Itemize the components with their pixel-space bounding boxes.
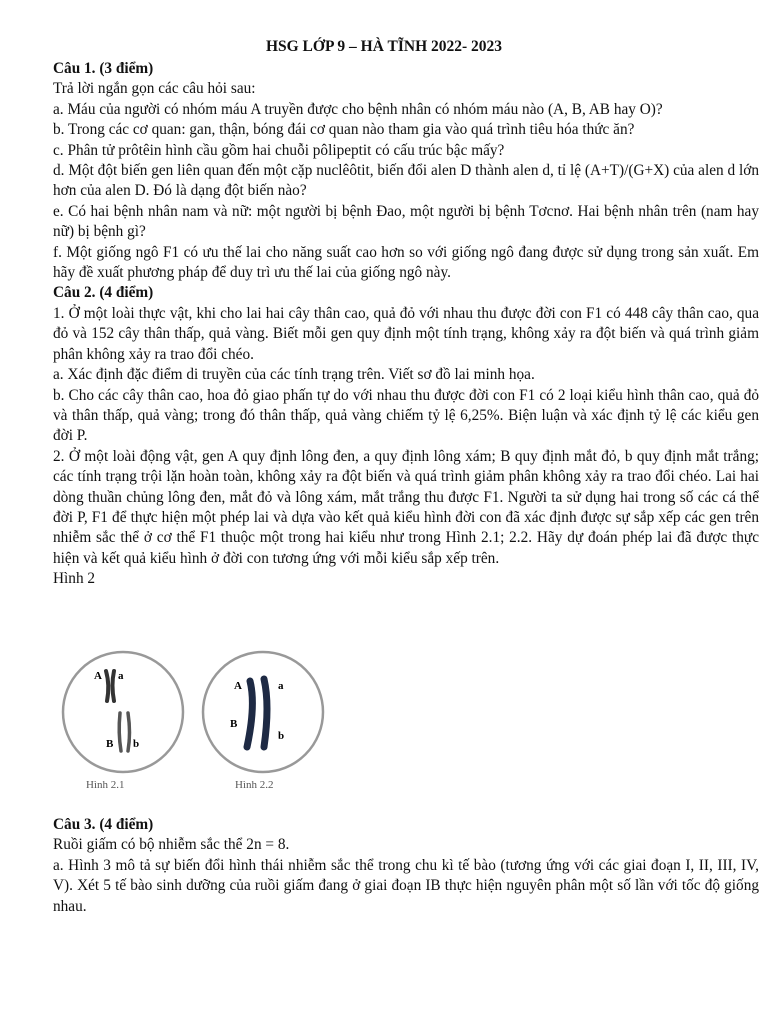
chromosome-A — [106, 671, 108, 701]
q1-part-b: b. Trong các cơ quan: gan, thận, bóng đái cơ quan nào tham gia vào quá trình tiêu hóa thức ăn? — [53, 121, 635, 139]
label-b: b — [133, 738, 140, 750]
chromosome-a-b — [264, 679, 267, 747]
q1-part-e: e. Có hai bệnh nhân nam và nữ: một người bị bệnh Đao, một người bị bệnh Tơcnơ. Hai bệnh nhân trên (nam hay nữ) bị bệnh gì? — [53, 202, 759, 241]
figure-2-2-chromosome-diagram — [198, 647, 328, 777]
q1-part-c: c. Phân tử prôtêin hình cầu gồm hai chuỗi pôlipeptit có cấu trúc bậc mấy? — [53, 141, 505, 159]
label-b: b — [278, 730, 285, 742]
label-A: A — [94, 670, 102, 682]
q3-part-a: a. Hình 3 mô tả sự biến đổi hình thái nhiễm sắc thể trong chu kì tế bào (tương ứng với các giai đoạn I, II, III, IV, V). Xét 5 tế bào sinh dưỡng của ruồi giấm đang ở giai đoạn IB thực hiện nguyên phân một số lần với tốc độ giống nhau. — [53, 856, 759, 915]
question-block-1-2 — [53, 59, 759, 590]
chromosome-B — [119, 713, 121, 751]
chromosome-A-B — [247, 681, 252, 747]
figure-2-1-caption: Hình 2.1 — [86, 779, 125, 791]
figure-2-2-caption: Hình 2.2 — [235, 779, 274, 791]
q2-heading: Câu 2. (4 điểm) — [53, 284, 154, 302]
q3-heading: Câu 3. (4 điểm) — [53, 816, 154, 833]
chromosome-b — [128, 713, 130, 751]
label-a: a — [118, 670, 124, 682]
q2-paragraph-2: 2. Ở một loài động vật, gen A quy định lông đen, a quy định lông xám; B quy định mắt đỏ, b quy định mắt trắng; các tính trạng trội lặn hoàn toàn, không xảy ra đột biến và quá trình giảm phân không xảy ra trao đổi chéo. Lai hai dòng thuần chủng lông đen, mắt đỏ và lông xám, mắt trắng thu được F1. Người ta sử dụng hai trong số các cá thể đời P, F1 để thực hiện một phép lai và dựa vào kết quả kiểu hình đời con đã xác định được sự sắp xếp các gen trên nhiễm sắc thể ở cơ thể F1 thuộc một trong hai kiểu như trong Hình 2.1; 2.2. Hãy dự đoán phép lai đã được thực hiện và kết quả kiểu hình ở đời con tương ứng với mỗi kiểu sắp xếp trên. — [53, 447, 759, 567]
q2-part-b: b. Cho các cây thân cao, hoa đỏ giao phấn tự do với nhau thu được đời con F1 có 2 loại kiểu hình thân cao, quả đỏ và thân thấp, quả vàng; trong đó thân thấp, quả vàng chiếm tỷ lệ 6,25%. Biện luận và xác định tỷ lệ các kiểu gen đời P. — [53, 386, 759, 445]
label-a: a — [278, 680, 284, 692]
chromosome-a — [113, 671, 115, 701]
q2-part-a: a. Xác định đặc điểm di truyền của các tính trạng trên. Viết sơ đồ lai minh họa. — [53, 366, 535, 384]
q1-intro: Trả lời ngắn gọn các câu hỏi sau: — [53, 80, 256, 98]
q1-part-a: a. Máu của người có nhóm máu A truyền được cho bệnh nhân có nhóm máu nào (A, B, AB hay O)? — [53, 100, 663, 118]
question-block-3 — [53, 815, 759, 917]
cell-outline — [203, 652, 323, 772]
label-A: A — [234, 680, 242, 692]
label-B: B — [106, 738, 114, 750]
q1-part-f: f. Một giống ngô F1 có ưu thế lai cho năng suất cao hơn so với giống ngô đang được sử dụng trong sản xuất. Em hãy đề xuất phương pháp để duy trì ưu thế lai của giống ngô này. — [53, 243, 759, 282]
q1-part-d: d. Một đột biến gen liên quan đến một cặp nuclêôtit, biến đổi alen D thành alen d, tỉ lệ (A+T)/(G+X) của alen d lớn hơn của alen D. Đó là dạng đột biến nào? — [53, 162, 759, 200]
figure-2-1-chromosome-diagram — [58, 647, 188, 777]
q2-figure-label: Hình 2 — [53, 570, 96, 588]
q3-intro: Ruồi giấm có bộ nhiễm sắc thể 2n = 8. — [53, 836, 290, 854]
label-B: B — [230, 718, 238, 730]
q2-paragraph-1: 1. Ở một loài thực vật, khi cho lai hai cây thân cao, quả đỏ với nhau thu được đời con F1 có 448 cây thân cao, qua đỏ và 152 cây thân thấp, quả vàng. Biết mỗi gen quy định một tính trạng, không xảy ra đột biến và quá trình giảm phân không xảy ra trao đổi chéo. — [53, 304, 759, 363]
q1-heading: Câu 1. (3 điểm) — [53, 60, 154, 77]
page-title: HSG LỚP 9 – HÀ TĨNH 2022- 2023 — [265, 38, 503, 55]
